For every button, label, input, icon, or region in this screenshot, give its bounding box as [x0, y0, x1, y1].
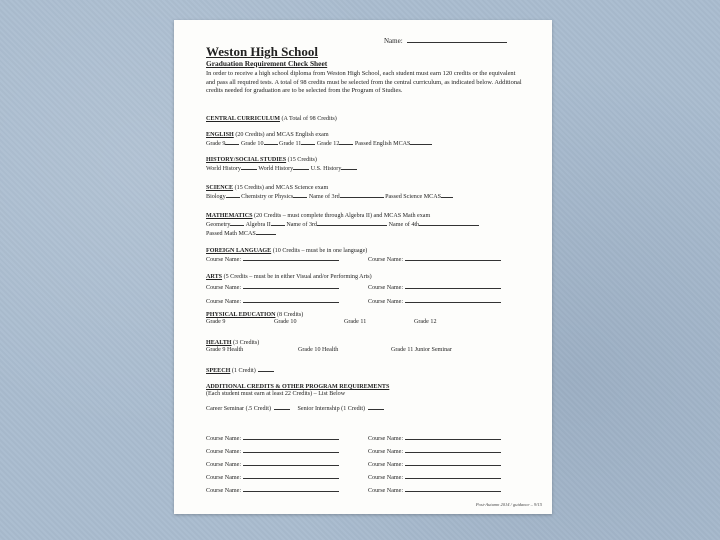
check-sheet-page — [174, 20, 552, 514]
school-title: Weston High School — [206, 44, 318, 59]
name-label: Name: — [384, 37, 403, 45]
pe-heading: PHYSICAL EDUCATION — [206, 312, 276, 318]
blank[interactable] — [405, 447, 501, 453]
science-note: (15 Credits) and MCAS Science exam — [234, 185, 329, 191]
blank[interactable] — [274, 404, 290, 410]
additional-heading: ADDITIONAL CREDITS & OTHER PROGRAM REQUIREMENTS — [206, 384, 390, 390]
blank[interactable] — [341, 164, 357, 170]
blank[interactable] — [317, 220, 387, 226]
blank[interactable] — [243, 283, 339, 289]
course-name-field[interactable] — [206, 460, 339, 469]
name-blank[interactable] — [407, 42, 507, 43]
sheet-subtitle: Graduation Requirement Check Sheet — [206, 59, 328, 68]
course-name-label: Course Name: — [206, 488, 242, 494]
course-name-field[interactable] — [368, 434, 501, 443]
health-section — [206, 340, 536, 355]
career-seminar: Career Seminar (.5 Credit) — [206, 406, 271, 413]
math-algebra: Algebra II — [245, 222, 271, 229]
pe-grade-10: Grade 10 — [274, 319, 297, 326]
history-note: (15 Credits) — [287, 157, 317, 163]
health-grade-11: Grade 11 Junior Seminar — [391, 347, 452, 354]
course-name-label: Course Name: — [368, 488, 404, 494]
course-name-field[interactable] — [368, 473, 501, 482]
course-name-label: Course Name: — [206, 462, 242, 468]
math-geometry: Geometry — [206, 222, 231, 229]
blank[interactable] — [410, 139, 432, 145]
course-name-field[interactable] — [368, 460, 501, 469]
fl-heading: FOREIGN LANGUAGE — [206, 248, 272, 254]
course-name-field[interactable] — [206, 486, 339, 495]
english-grade-9: Grade 9 — [206, 141, 226, 148]
blank[interactable] — [340, 192, 384, 198]
course-name-field[interactable] — [206, 434, 339, 443]
course-name-label: Course Name: — [368, 462, 404, 468]
math-section — [206, 213, 536, 239]
science-chem-physics: Chemistry or Physics — [241, 194, 294, 201]
course-name-field[interactable] — [368, 447, 501, 456]
blank[interactable] — [271, 220, 285, 226]
blank[interactable] — [368, 404, 384, 410]
course-name-label: Course Name: — [368, 449, 404, 455]
health-grade-9: Grade 9 Health — [206, 347, 244, 354]
course-name-field[interactable] — [206, 283, 339, 292]
pe-grade-12: Grade 12 — [414, 319, 437, 326]
blank[interactable] — [405, 460, 501, 466]
course-name-field[interactable] — [368, 486, 501, 495]
blank[interactable] — [225, 139, 239, 145]
course-name-label: Course Name: — [368, 285, 404, 292]
math-note: (20 Credits – must complete through Algebra II) and MCAS Math exam — [254, 213, 431, 219]
additional-note: (Each student must earn at least 22 Credits) – List Below — [206, 391, 346, 398]
science-section — [206, 185, 536, 201]
science-mcas: Passed Science MCAS — [385, 194, 442, 201]
blank[interactable] — [243, 460, 339, 466]
course-name-field[interactable] — [206, 297, 339, 306]
math-heading: MATHEMATICS — [206, 213, 253, 219]
footer-note: Post-Autumn 2014 / guidance – 9/15 — [475, 501, 542, 507]
math-third: Name of 3rd — [286, 222, 318, 229]
blank[interactable] — [293, 164, 309, 170]
blank[interactable] — [243, 447, 339, 453]
pe-section — [206, 312, 536, 327]
health-grade-10: Grade 10 Health — [298, 347, 339, 354]
science-biology: Biology — [206, 194, 226, 201]
course-name-field[interactable] — [206, 473, 339, 482]
blank[interactable] — [264, 139, 278, 145]
english-grade-11: Grade 11 — [279, 141, 302, 148]
blank[interactable] — [339, 139, 353, 145]
course-name-label: Course Name: — [206, 257, 242, 264]
course-name-field[interactable] — [368, 255, 501, 264]
blank[interactable] — [405, 486, 501, 492]
senior-internship: Senior Internship (1 Credit) — [297, 406, 366, 413]
blank[interactable] — [405, 283, 501, 289]
course-name-field[interactable] — [368, 283, 501, 292]
health-note: (3 Credits) — [233, 340, 260, 346]
blank[interactable] — [405, 434, 501, 440]
blank[interactable] — [293, 192, 307, 198]
history-section — [206, 157, 536, 173]
arts-note: (5 Credits – must be in either Visual and/or Performing Arts) — [223, 274, 372, 280]
speech-heading: SPEECH — [206, 368, 231, 374]
blank[interactable] — [243, 486, 339, 492]
course-name-label: Course Name: — [368, 475, 404, 481]
speech-note: (1 Credit) — [231, 368, 256, 374]
name-field[interactable] — [384, 38, 507, 45]
english-note: (20 Credits) and MCAS English exam — [235, 132, 329, 138]
math-fourth: Name of 4th — [388, 222, 420, 229]
fl-note: (10 Credits – must be in one language) — [272, 248, 368, 254]
english-grade-12: Grade 12 — [316, 141, 340, 148]
pe-grade-11: Grade 11 — [344, 319, 367, 326]
course-name-label: Course Name: — [206, 285, 242, 292]
course-name-label: Course Name: — [368, 299, 404, 306]
math-mcas: Passed Math MCAS — [206, 231, 256, 238]
arts-section — [206, 274, 536, 307]
english-heading: ENGLISH — [206, 132, 234, 138]
central-note: (A Total of 98 Credits) — [281, 116, 337, 122]
arts-heading: ARTS — [206, 274, 223, 280]
blank[interactable] — [241, 164, 257, 170]
foreign-language-section — [206, 248, 536, 263]
course-name-field[interactable] — [206, 255, 339, 264]
blank[interactable] — [405, 255, 501, 261]
science-heading: SCIENCE — [206, 185, 234, 191]
course-name-label: Course Name: — [206, 475, 242, 481]
intro-paragraph: In order to receive a high school diploma from Weston High School, each student must earn 120 credits or the equivalent and pass all required tests. A total of 98 credits must be selected from the central curriculum, as indicated below. Additional credits needed for graduation are to be selected from the Program of Studies. — [206, 70, 522, 94]
blank[interactable] — [243, 473, 339, 479]
blank[interactable] — [301, 139, 315, 145]
history-heading: HISTORY/SOCIAL STUDIES — [206, 157, 287, 163]
blank[interactable] — [243, 434, 339, 440]
course-name-label: Course Name: — [206, 449, 242, 455]
course-name-label: Course Name: — [206, 436, 242, 442]
pe-note: (8 Credits) — [277, 312, 304, 318]
blank[interactable] — [441, 192, 453, 198]
english-mcas: Passed English MCAS — [354, 141, 411, 148]
course-name-field[interactable] — [206, 447, 339, 456]
blank[interactable] — [256, 229, 276, 235]
history-us: U.S. History — [310, 166, 342, 173]
science-third: Name of 3rd — [308, 194, 340, 201]
blank[interactable] — [243, 297, 339, 303]
blank[interactable] — [230, 220, 244, 226]
health-heading: HEALTH — [206, 340, 232, 346]
speech-section — [206, 366, 536, 375]
blank[interactable] — [405, 473, 501, 479]
blank[interactable] — [226, 192, 240, 198]
blank[interactable] — [405, 297, 501, 303]
central-curriculum — [206, 116, 536, 123]
additional-section — [206, 384, 536, 414]
course-name-label: Course Name: — [368, 436, 404, 442]
english-grade-10: Grade 10 — [241, 141, 264, 148]
blank[interactable] — [258, 366, 274, 372]
history-world-1: World History — [206, 166, 241, 173]
pe-grade-9: Grade 9 — [206, 319, 226, 326]
blank[interactable] — [243, 255, 339, 261]
central-heading: CENTRAL CURRICULUM — [206, 116, 280, 122]
blank[interactable] — [419, 220, 479, 226]
english-section — [206, 132, 536, 148]
course-name-field[interactable] — [368, 297, 501, 306]
course-name-label: Course Name: — [206, 299, 242, 306]
history-world-2: World History — [258, 166, 294, 173]
course-name-label: Course Name: — [368, 257, 404, 264]
